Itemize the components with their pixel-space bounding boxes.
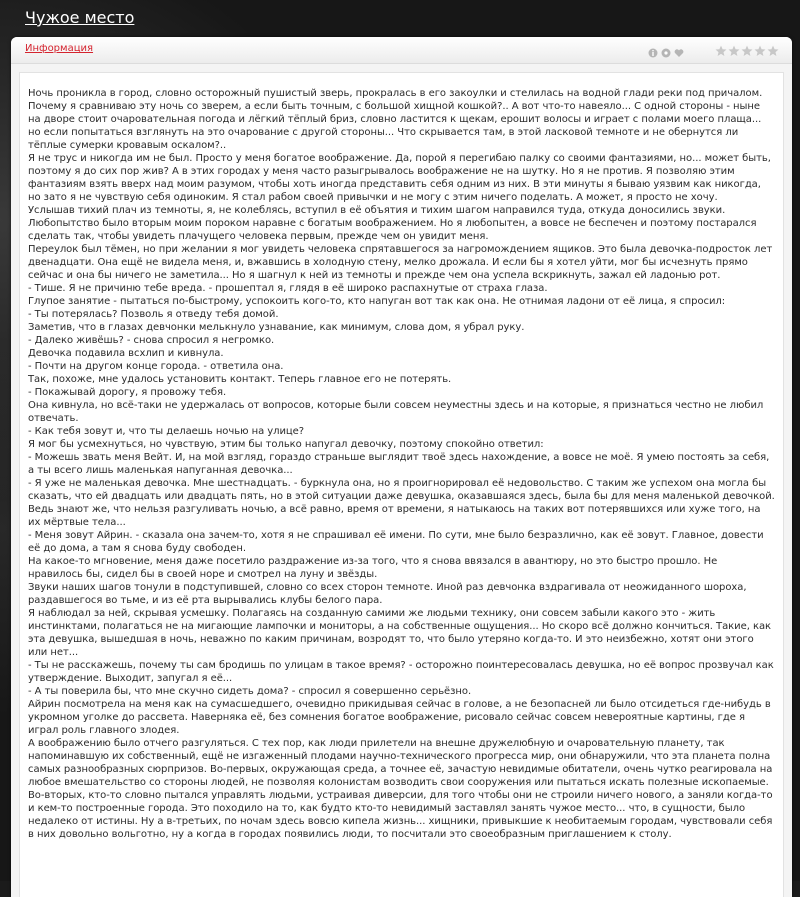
story-paragraph: - Далеко живёшь? - снова спросил я негромко.: [28, 335, 275, 346]
rating-stars: [715, 42, 779, 54]
story-paragraph: Айрин посмотрела на меня как на сумасшедшего, очевидно прикидывая сейчас в голове, а не безопасней ли было отсидеться где-нибудь в укромном уголке до рассвета. Наверняка её, без сомнения богатое воображение, рисовало сейчас совсем невероятные картины, где я играл роль главного злодея.: [28, 699, 771, 736]
story-paragraph: Ночь проникла в город, словно осторожный пушистый зверь, прокралась в его закоулки и стелилась на водной глади реки под причалом. Почему я сравниваю эту ночь со зверем, а если быть точным, с большой хищной кошкой?.. А вот что-то навеяло... С одной стороны - ныне на дворе стоит очаровательная погода и лёгкий тёплый бриз, словно ластится к щекам, ерошит волосы и играет с полами моего плаща... но если попытаться взглянуть на это очарование с другой стороны... Что скрывается там, в этой ласковой темноте и не обернутся ли тёплые сумерки кровавым оскалом?..: [28, 88, 763, 151]
story-paragraph: - Я уже не маленькая девочка. Мне шестнадцать. - буркнула она, но я проигнорировал её недовольство. С таким же успехом она могла бы сказать, что ей двадцать или двадцать пять, но в этой ситуации даже девушка, оказавшаяся здесь, была бы для меня маленькой девочкой. Ведь знают же, что нельзя разгуливать ночью, а всё равно, время от времени, я натыкаюсь на таких вот потерявшихся или хуже того, на их мёртвые тела...: [28, 478, 775, 528]
story-paragraph: - Почти на другом конце города. - ответила она.: [28, 361, 284, 372]
settings-icon[interactable]: [661, 43, 671, 53]
story-paragraph: Переулок был тёмен, но при желании я мог увидеть человека спрятавшегося за нагромождением ящиков. Это была девочка-подросток лет двенадцати. Она ещё не видела меня, и, вжавшись в холодную стену, мелко дрожала. И если бы я хотел уйти, мог бы исчезнуть прямо сейчас и она бы ничего не заметила... Но я шагнул к ней из темноты и прежде чем она успела вскрикнуть, зажал ей ладонью рот.: [28, 244, 773, 281]
star-icon[interactable]: [767, 42, 779, 54]
story-paragraph: - А ты поверила бы, что мне скучно сидеть дома? - спросил я совершенно серьёзно.: [28, 686, 472, 697]
story-text: [20, 73, 783, 841]
story-paragraph: А воображению было отчего разгуляться. С тех пор, как люди прилетели на внешне дружелюбную и очаровательную планету, так напоминавшую их собственный, ещё не изгаженный плодами научно-технического прогресса мир, они обнаружили, что эта планета полна самых разнообразных сюрпризов. Во-первых, окружающая среда, а точнее её, зачастую невидимые обитатели, очень чутко реагировала на любое вмешательство со стороны людей, не позволяя колонистам возводить свои сооружения или пытаться искать полезные ископаемые. Во-вторых, кто-то словно пытался управлять людьми, устраивая диверсии, для того чтобы они не строили ничего нового, а заняли когда-то и кем-то построенные города. Это походило на то, как будто кто-то невидимый заставлял занять чужое место... что, в сущности, было недалеко от истины. Ну а в-третьих, по ночам здесь вовсю кипела жизнь... хищники, привыкшие к необитаемым городам, чувствовали себя в них довольно вольготно, ну а когда в городах появились люди, то посчитали это своеобразным приглашением к столу.: [28, 738, 773, 840]
story-paragraph: Я не трус и никогда им не был. Просто у меня богатое воображение. Да, порой я перегибаю палку со своими фантазиями, но... может быть, поэтому я до сих пор жив? А в этих городах у меня часто разыгрывалось воображение не на шутку. Но я не против. Я позволяю этим фантазиям взять вверх над моим разумом, чтобы хоть иногда представить себя одним из них. В эти минуты я бываю уязвим как никогда, но зато я не чувствую себя одиноким. Я стал рабом своей привычки и не могу с этим ничего поделать. А может, я просто не хочу.: [28, 153, 771, 203]
info-icon[interactable]: [648, 43, 658, 53]
story-paragraph: - Меня зовут Айрин. - сказала она зачем-то, хотя я не спрашивал её имени. По сути, мне было безразлично, как её зовут. Главное, довести её до дома, а там я снова буду свободен.: [28, 530, 764, 554]
story-paragraph: Так, похоже, мне удалось установить контакт. Теперь главное его не потерять.: [28, 374, 452, 385]
story-card: [11, 37, 792, 897]
story-paragraph: - Можешь звать меня Вейт. И, на мой взгляд, гораздо страньше выглядит твоё здесь нахождение, а вовсе не моё. Я умею постоять за себя, а ты всего лишь маленькая напуганная девочка...: [28, 452, 770, 476]
story-paragraph: На какое-то мгновение, меня даже посетило раздражение из-за того, что я снова ввязался в авантюру, но это быстро прошло. Не нравилось бы, сидел бы в своей норе и смотрел на луну и звёзды.: [28, 556, 718, 580]
story-paragraph: Я наблюдал за ней, скрывая усмешку. Полагаясь на созданную самими же людьми технику, они совсем забыли какого это - жить инстинктами, полагаться не на мигающие лампочки и мониторы, а на собственные ощущения... Но скоро всё должно кончиться. Такие, как эта девушка, вышедшая в ночь, неважно по каким причинам, возродят то, что было утеряно когда-то. И это неизбежно, хотят они этого или нет...: [28, 608, 772, 658]
story-paragraph: Она кивнула, но всё-таки не удержалась от вопросов, которые были совсем неуместны здесь и на которые, я признаться честно не любил отвечать.: [28, 400, 764, 424]
action-icons: [648, 43, 684, 53]
heart-icon[interactable]: [674, 43, 684, 53]
star-icon[interactable]: [715, 42, 727, 54]
story-paragraph: - Тише. Я не причиню тебе вреда. - прошептал я, глядя в её широко распахнутые от страха глаза.: [28, 283, 548, 294]
story-paragraph: - Как тебя зовут и, что ты делаешь ночью на улице?: [28, 426, 305, 437]
story-paragraph: Звуки наших шагов тонули в подступившей, словно со всех сторон темноте. Иной раз девчонка вздрагивала от неожиданного шороха, раздавшегося во тьме, и из её рта вырывались клубы белого пара.: [28, 582, 747, 606]
page-title[interactable]: Чужое место: [25, 8, 135, 27]
story-paragraph: Заметив, что в глазах девчонки мелькнуло узнавание, как минимум, слова дом, я убрал руку.: [28, 322, 525, 333]
star-icon[interactable]: [754, 42, 766, 54]
story-paragraph: - Ты не расскажешь, почему ты сам бродишь по улицам в такое время? - осторожно поинтересовалась девушка, но её вопрос прозвучал как утверждение. Выходит, запугал я её...: [28, 660, 774, 684]
story-paragraph: Я мог бы усмехнуться, но чувствую, этим бы только напугал девочку, поэтому спокойно ответил:: [28, 439, 544, 450]
card-header: [11, 37, 792, 64]
story-paragraph: - Покажывай дорогу, я провожу тебя.: [28, 387, 227, 398]
story-paragraph: Услышав тихий плач из темноты, я, не колеблясь, вступил в её объятия и тихим шагом направился туда, откуда доносились звуки. Любопытство было вторым моим пороком наравне с богатым воображением. Но я любопытен, а вовсе не беспечен и поэтому постарался сделать так, чтобы увидеть плачущего человека первым, прежде чем он увидит меня.: [28, 205, 757, 242]
story-paragraph: - Ты потерялась? Позволь я отведу тебя домой.: [28, 309, 279, 320]
info-tab-link[interactable]: Информация: [25, 43, 94, 54]
story-paragraph: Девочка подавила всхлип и кивнула.: [28, 348, 224, 359]
star-icon[interactable]: [741, 42, 753, 54]
star-icon[interactable]: [728, 42, 740, 54]
story-body: [19, 72, 784, 897]
story-paragraph: Глупое занятие - пытаться по-быстрому, успокоить кого-то, кто напуган вот так как она. Не отнимая ладони от её лица, я спросил:: [28, 296, 726, 307]
